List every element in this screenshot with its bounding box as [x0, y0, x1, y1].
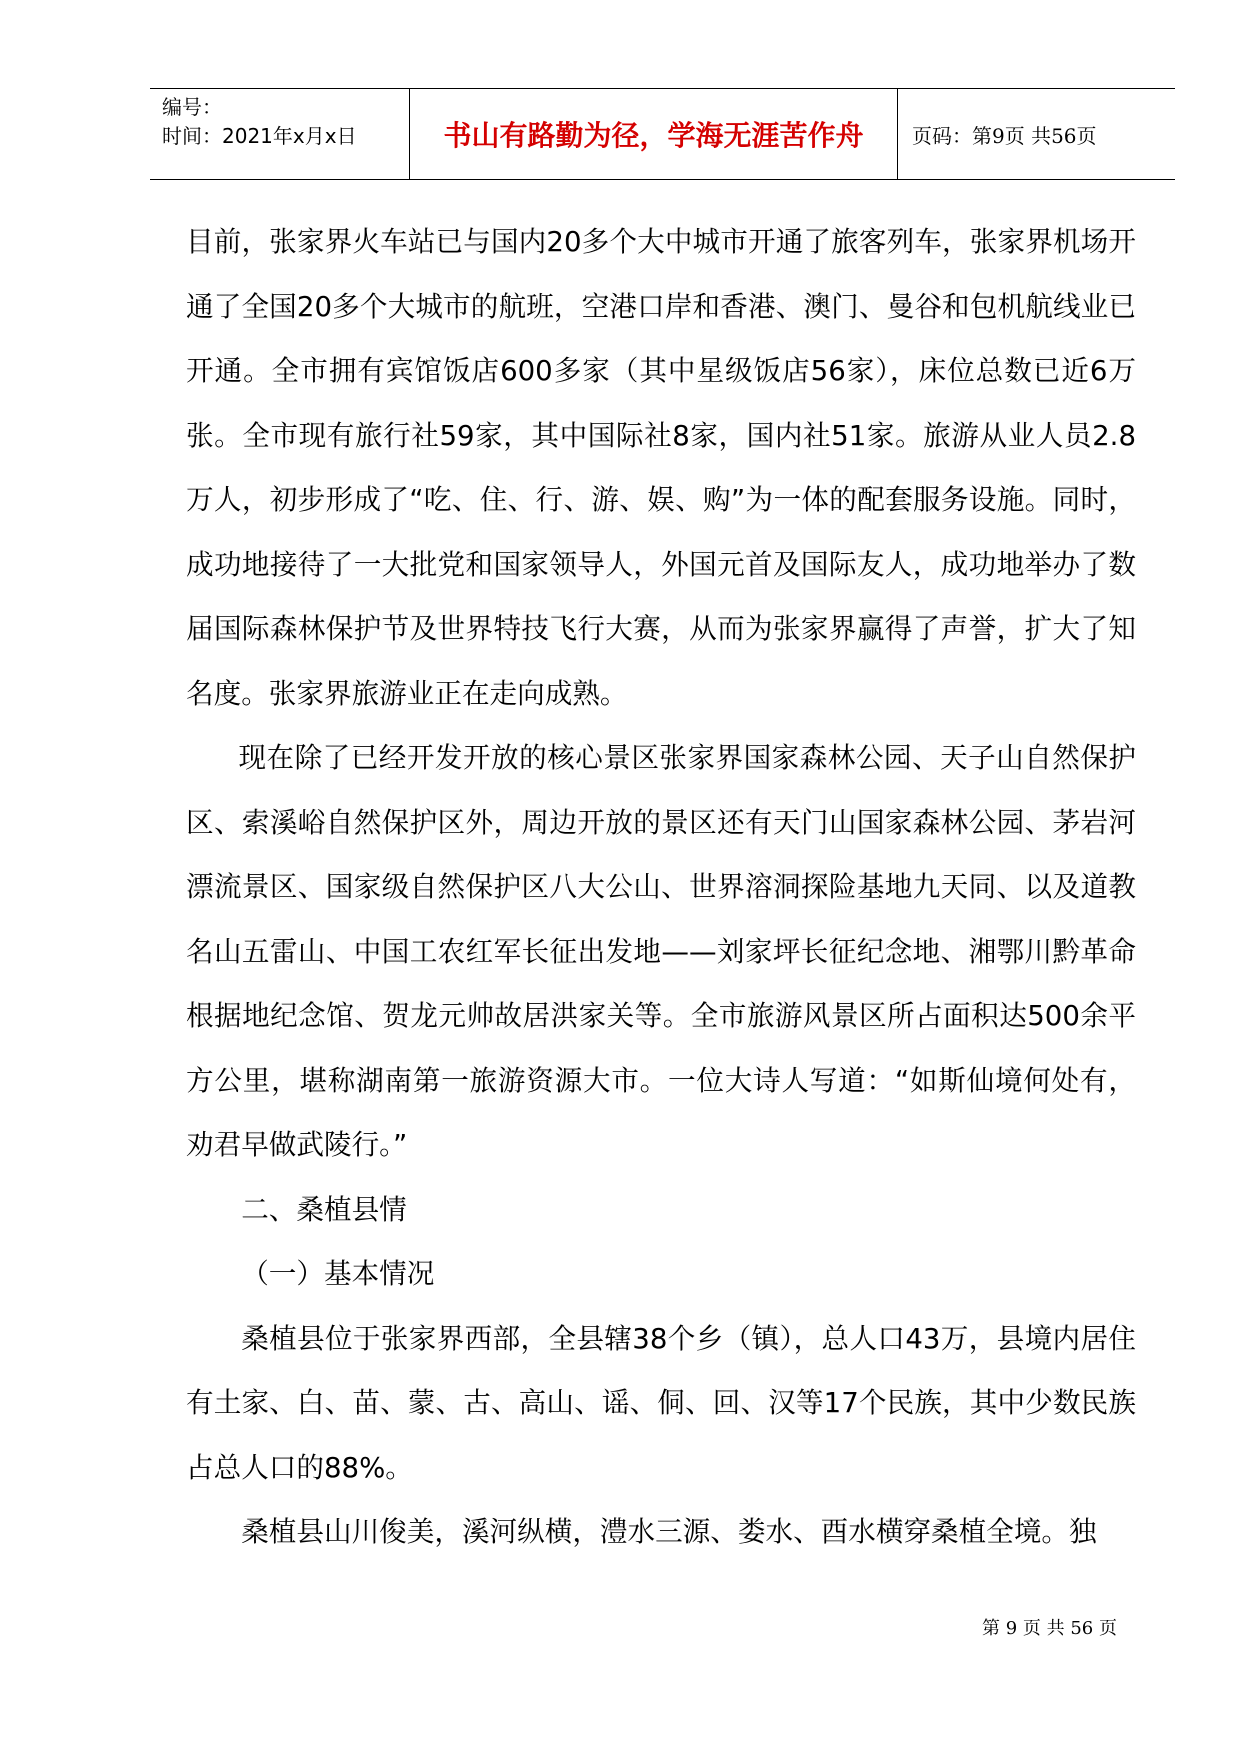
header-meta	[150, 89, 410, 179]
section-heading: 二、桑植县情	[241, 1192, 407, 1226]
page-footer: 第 9 页 共 56 页	[982, 1618, 1117, 1639]
paragraph: 桑植县山川俊美，溪河纵横，澧水三源、娄水、酉水横穿桑植全境。独	[241, 1515, 1097, 1548]
header-page-info: 页码：第9页 共56页	[912, 123, 1097, 148]
paragraph: 现在除了已经开发开放的核心景区张家界国家森林公园、天子山自然保护区、索溪峪自然保护区外，周边开放的景区还有天门山国家森林公园、茅岩河漂流景区、国家级自然保护区八大公山、世界溶洞探险基地九天同、以及道教名山五雷山、中国工农红军长征出发地——刘家坪长征纪念地、湘鄂川黔革命根据地纪念馆、贺龙元帅故居洪家关等。全市旅游风景区所占面积达500余平方公里，堪称湖南第一旅游资源大市。一位大诗人写道：“如斯仙境何处有，劝君早做武陵行。”	[186, 741, 1136, 1161]
paragraph: 桑植县位于张家界西部，全县辖38个乡（镇），总人口43万，县境内居住有土家、白、苗、蒙、古、高山、谣、侗、回、汉等17个民族，其中少数民族占总人口的88%。	[186, 1321, 1136, 1484]
header-number-label: 编号：	[162, 95, 222, 119]
subsection-heading: （一）基本情况	[241, 1257, 435, 1290]
paragraph: 目前，张家界火车站已与国内20多个大中城市开通了旅客列车，张家界机场开通了全国20多个大城市的航班，空港口岸和香港、澳门、曼谷和包机航线业已开通。全市拥有宾馆饭店600多家（其中星级饭店56家），床位总数已近6万张。全市现有旅行社59家，其中国际社8家，国内社51家。旅游从业人员2.8万人，初步形成了“吃、住、行、游、娱、购”为一体的配套服务设施。同时，成功地接待了一大批党和国家领导人，外国元首及国际友人，成功地举办了数届国际森林保护节及世界特技飞行大赛，从而为张家界赢得了声誉，扩大了知名度。张家界旅游业正在走向成熟。	[186, 225, 1136, 710]
document-body	[186, 210, 1136, 1565]
page-header	[150, 88, 1175, 180]
header-time-label: 时间：2021年x月x日	[162, 124, 357, 148]
header-motto: 书山有路勤为径，学海无涯苦作舟	[410, 89, 898, 179]
